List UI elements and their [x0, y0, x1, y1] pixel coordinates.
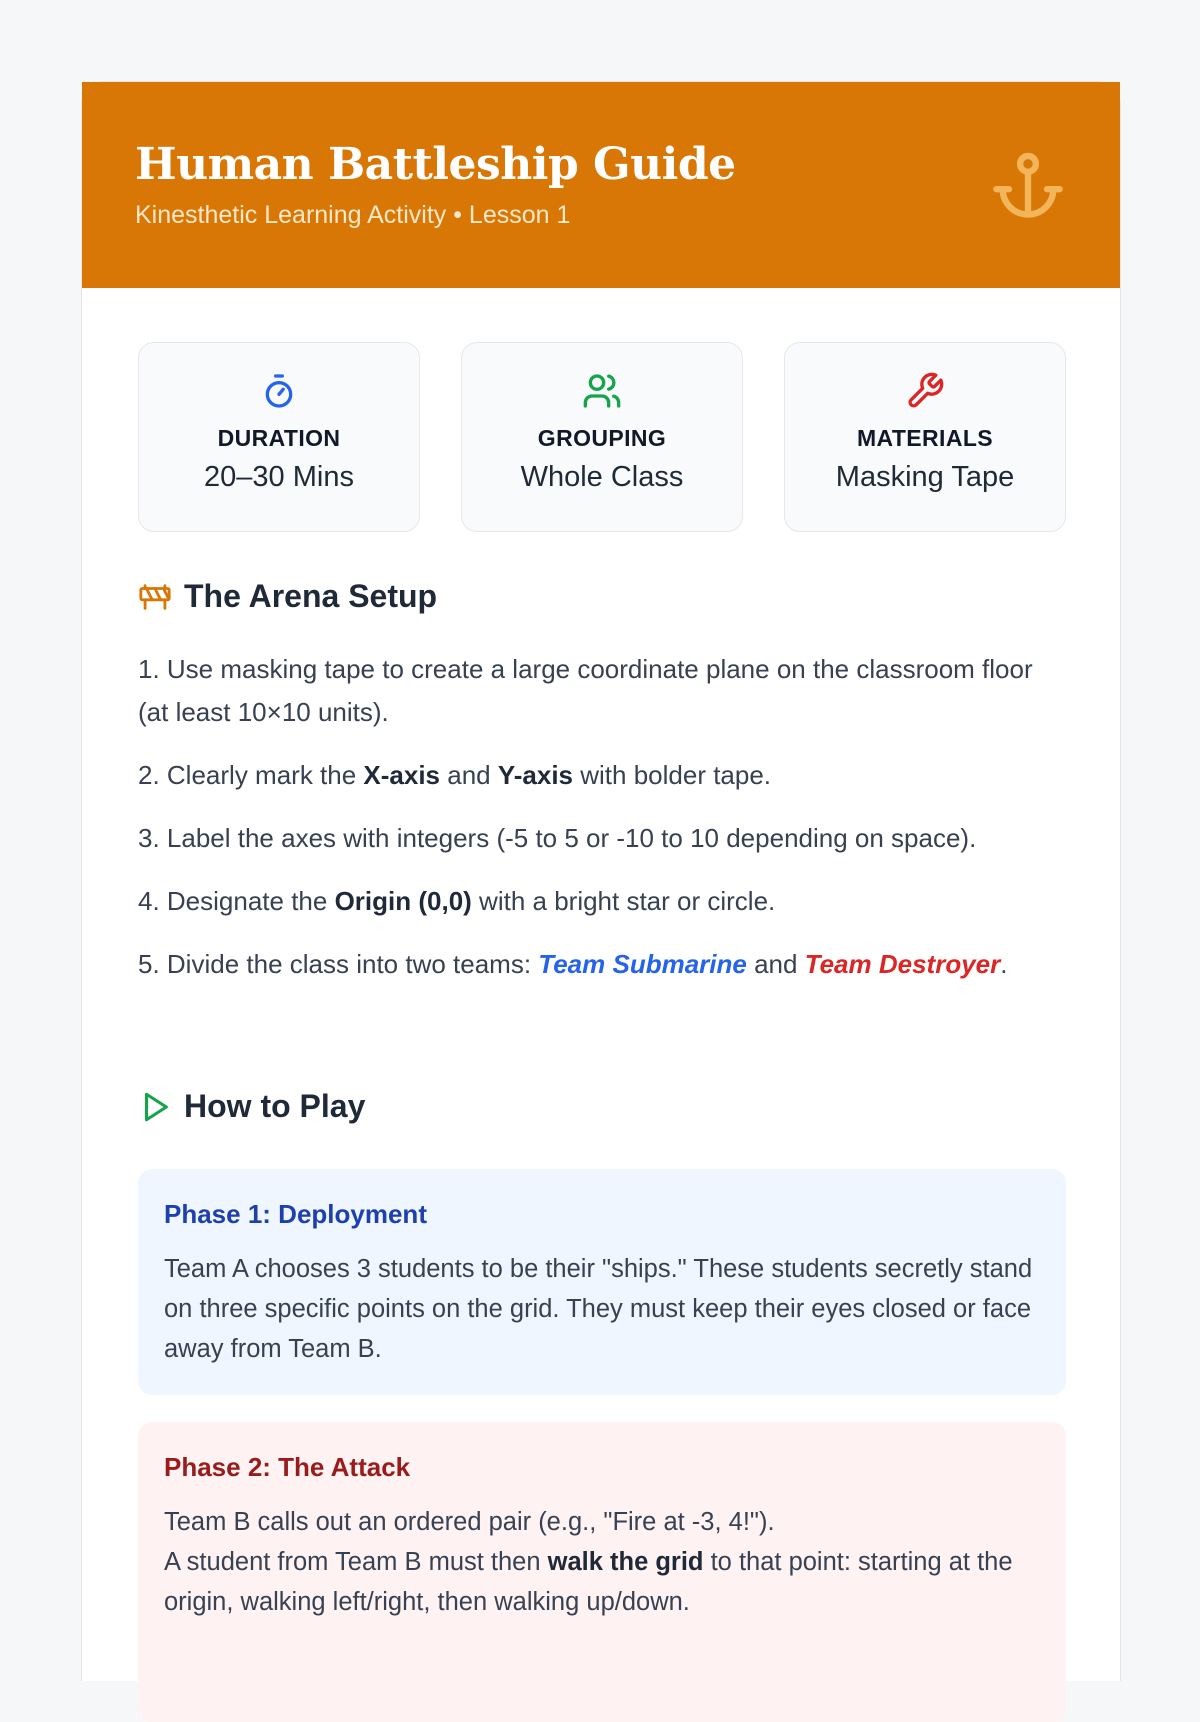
team-destroyer: Team Destroyer: [804, 949, 1001, 979]
wrench-icon: [905, 371, 945, 411]
guide-card: [81, 81, 1121, 1681]
step-4-text: 4. Designate the: [138, 886, 335, 916]
step-3: 3. Label the axes with integers (-5 to 5 or -10 to 10 depending on space).: [138, 823, 977, 853]
y-axis-term: Y-axis: [497, 760, 574, 790]
materials-label: MATERIALS: [856, 425, 994, 451]
x-axis-term: X-axis: [363, 760, 441, 790]
step-5: [138, 943, 1068, 986]
origin-term: Origin (0,0): [334, 886, 472, 916]
step-2: [138, 754, 1068, 797]
step-2-end: with bolder tape.: [573, 760, 772, 790]
step-4-end: with a bright star or circle.: [471, 886, 776, 916]
step-5-end: .: [1000, 949, 1008, 979]
step-2-and: and: [440, 760, 498, 790]
page-subtitle: Kinesthetic Learning Activity • Lesson 1: [135, 201, 571, 229]
team-submarine: Team Submarine: [538, 949, 747, 979]
grouping-label: GROUPING: [537, 425, 667, 451]
duration-label: DURATION: [217, 425, 341, 451]
walk-the-grid-term: walk the grid: [547, 1548, 704, 1576]
play-icon: [138, 1090, 172, 1124]
phase-2-line-1: Team B calls out an ordered pair (e.g., "Fire at -3, 4!").: [164, 1508, 775, 1536]
how-to-play-heading: [138, 1088, 365, 1125]
phase-2-box: [138, 1422, 1066, 1722]
barrier-icon: [138, 580, 172, 614]
grouping-value: Whole Class: [520, 461, 684, 493]
grouping-box: [461, 342, 743, 532]
phase-2-end: to that point: starting at the origin, walking left/right, then walking up/down.: [164, 1548, 1013, 1616]
step-5-text: 5. Divide the class into two teams:: [138, 949, 539, 979]
step-1: 1. Use masking tape to create a large coordinate plane on the classroom floor (at least 10×10 units).: [138, 654, 1033, 727]
phase-1-title: Phase 1: Deployment: [164, 1199, 427, 1229]
phase-1-box: [138, 1169, 1066, 1395]
phase-2-text: A student from Team B must then: [164, 1548, 548, 1576]
step-2-text: 2. Clearly mark the: [138, 760, 364, 790]
setup-steps: [138, 648, 1068, 1006]
how-to-play-title: How to Play: [184, 1088, 366, 1124]
arena-setup-title: The Arena Setup: [184, 578, 438, 614]
info-row: [138, 342, 1066, 532]
guide-header: [82, 82, 1120, 288]
page-title: Human Battleship Guide: [135, 139, 736, 190]
phase-2-title: Phase 2: The Attack: [164, 1452, 411, 1482]
phase-1-text: Team A chooses 3 students to be their "ships." These students secretly stand on three specific points on the grid. They must keep their eyes closed or face away from Team B.: [164, 1255, 1033, 1363]
anchor-icon: [990, 146, 1066, 226]
materials-value: Masking Tape: [835, 461, 1015, 493]
users-icon: [582, 371, 622, 411]
duration-value: 20–30 Mins: [204, 461, 354, 493]
stopwatch-icon: [259, 371, 299, 411]
duration-box: [138, 342, 420, 532]
phase-2-line-2: [164, 1542, 1040, 1622]
step-4: [138, 880, 1068, 923]
step-5-and: and: [746, 949, 805, 979]
arena-setup-heading: [138, 578, 437, 615]
materials-box: [784, 342, 1066, 532]
